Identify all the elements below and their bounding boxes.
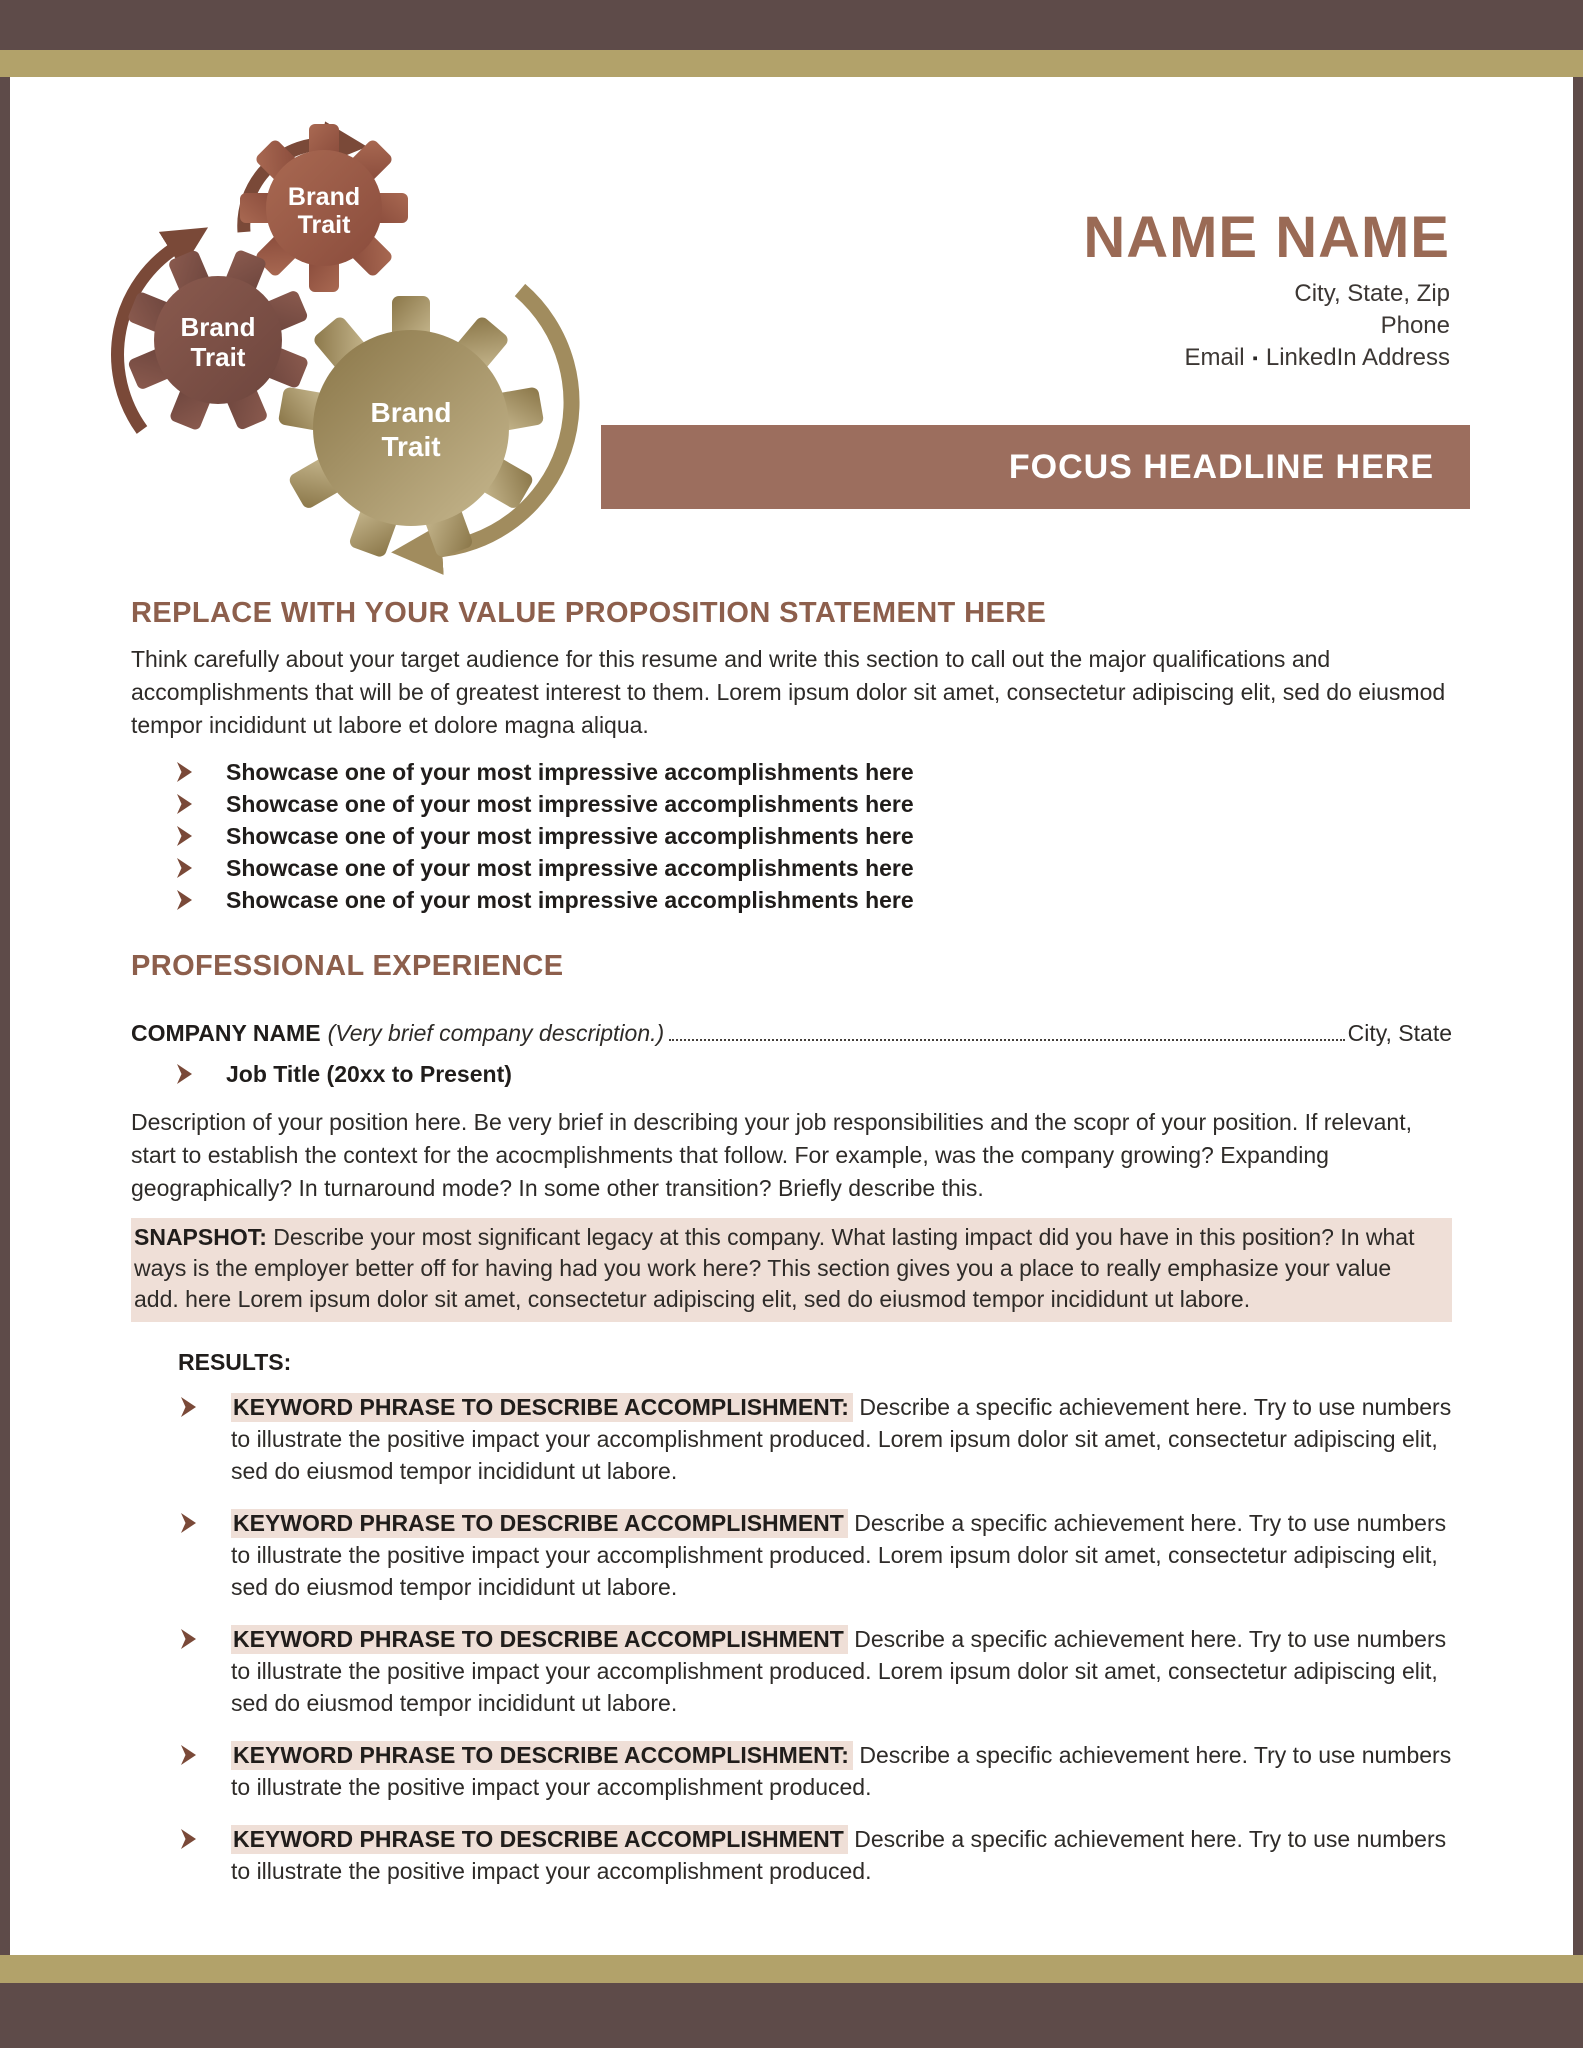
bullet-arrow-icon	[181, 1829, 196, 1849]
keyword-text: Describe a specific achievement here. Try to use numbers to illustrate the positive impact your accomplishment produced. Lorem ipsum dolor sit amet, consectetur adipiscing elit, sed do eiusmod tempor incididunt ut labore.	[231, 1394, 1452, 1484]
brand-gears-graphic	[96, 108, 601, 583]
keyword-phrase: KEYWORD PHRASE TO DESCRIBE ACCOMPLISHMENT:	[231, 1393, 853, 1422]
bullet-arrow-icon	[177, 890, 192, 910]
bullet-arrow-icon	[177, 858, 192, 878]
bullet-arrow-icon	[177, 1064, 192, 1084]
company-name: COMPANY NAME	[131, 1020, 321, 1046]
list-item	[131, 820, 1452, 852]
keyword-phrase: KEYWORD PHRASE TO DESCRIBE ACCOMPLISHMENT	[231, 1625, 848, 1654]
gear-icon-small	[240, 124, 408, 292]
dotted-leader	[669, 1039, 1344, 1041]
bullet-text: Showcase one of your most impressive accomplishments here	[226, 887, 914, 913]
bottom-dark-band	[0, 1983, 1583, 2048]
job-title-row	[131, 1058, 1452, 1090]
professional-experience-heading: PROFESSIONAL EXPERIENCE	[131, 950, 564, 982]
keyword-text: Describe a specific achievement here. Try to use numbers to illustrate the positive impact your accomplishment produced. Lorem ipsum dolor sit amet, consectetur adipiscing elit, sed do eiusmod tempor incididunt ut labore.	[231, 1510, 1447, 1600]
contact-city-state-zip: City, State, Zip	[1294, 280, 1450, 307]
bullet-text: Showcase one of your most impressive accomplishments here	[226, 855, 914, 881]
bullet-arrow-icon	[181, 1397, 196, 1417]
keyword-phrase: KEYWORD PHRASE TO DESCRIBE ACCOMPLISHMENT	[231, 1509, 848, 1538]
header-identity	[1083, 206, 1450, 375]
bullet-arrow-icon	[181, 1745, 196, 1765]
contact-email: Email	[1184, 344, 1245, 371]
company-location: City, State	[1347, 1020, 1452, 1046]
list-item	[131, 852, 1452, 884]
bullet-text: Showcase one of your most impressive accomplishments here	[226, 791, 914, 817]
contact-linkedin: LinkedIn Address	[1265, 344, 1450, 371]
focus-headline-banner	[601, 425, 1470, 509]
job-title: Job Title (20xx to Present)	[226, 1061, 512, 1087]
gear-label-line: Trait	[381, 431, 441, 462]
bullet-arrow-icon	[177, 762, 192, 782]
bullet-text: Showcase one of your most impressive accomplishments here	[226, 759, 914, 785]
results-bullet-list	[131, 1391, 1452, 1887]
company-description: (Very brief company description.)	[327, 1020, 665, 1046]
list-item	[131, 1507, 1452, 1603]
left-border	[0, 0, 10, 2048]
gear-label-line: Brand	[287, 183, 361, 211]
bullet-text: Showcase one of your most impressive accomplishments here	[226, 823, 914, 849]
resume-body	[131, 597, 1452, 1907]
person-name: NAME NAME	[1083, 205, 1450, 270]
square-bullet-icon: ▪	[1252, 350, 1258, 367]
gear-label-line: Trait	[190, 342, 246, 372]
value-proposition-heading: REPLACE WITH YOUR VALUE PROPOSITION STATEMENT HERE	[131, 597, 1047, 629]
snapshot-text: Describe your most significant legacy at this company. What lasting impact did you have in this position? In what ways is the employer better off for having had you work here? This section gives you a place to really emphasize your value add. here Lorem ipsum dolor sit amet, consectetur adipiscing elit, sed do eiusmod tempor incididunt ut labore.	[134, 1224, 1415, 1312]
keyword-phrase: KEYWORD PHRASE TO DESCRIBE ACCOMPLISHMENT:	[231, 1741, 853, 1770]
top-gold-band	[0, 50, 1583, 77]
list-item	[131, 1739, 1452, 1803]
position-description: Description of your position here. Be very brief in describing your job responsibilities and the scopr of your position. If relevant, start to establish the context for the acocmplishments that follow. For example, was the company growing? Expanding geographically? In turnaround mode? In some other transition? Briefly describe this.	[131, 1109, 1412, 1201]
list-item	[131, 884, 1452, 916]
focus-headline-text: FOCUS HEADLINE HERE	[1008, 447, 1434, 486]
accomplishment-bullet-list	[131, 756, 1452, 916]
gear-label-line: Brand	[370, 397, 452, 428]
top-dark-band	[0, 0, 1583, 50]
bottom-gold-band	[0, 1955, 1583, 1983]
contact-phone: Phone	[1380, 312, 1450, 339]
list-item	[131, 756, 1452, 788]
contact-email-linkedin	[1083, 342, 1450, 375]
bullet-arrow-icon	[177, 826, 192, 846]
list-item	[131, 1623, 1452, 1719]
list-item	[131, 1391, 1452, 1487]
bullet-arrow-icon	[181, 1513, 196, 1533]
bullet-arrow-icon	[181, 1629, 196, 1649]
keyword-text: Describe a specific achievement here. Try to use numbers to illustrate the positive impact your accomplishment produced.	[231, 1826, 1447, 1884]
keyword-text: Describe a specific achievement here. Try to use numbers to illustrate the positive impact your accomplishment produced.	[231, 1742, 1452, 1800]
snapshot-paragraph	[131, 1218, 1452, 1322]
gear-label-line: Trait	[297, 211, 351, 239]
gear-label-line: Brand	[180, 312, 256, 342]
list-item	[131, 1823, 1452, 1887]
results-label: RESULTS:	[178, 1349, 292, 1375]
value-proposition-intro: Think carefully about your target audience for this resume and write this section to call out the major qualifications and accomplishments that will be of greatest interest to them. Lorem ipsum dolor sit amet, consectetur adipiscing elit, sed do eiusmod tempor incididunt ut labore et dolore magna aliqua.	[131, 646, 1446, 738]
company-row	[131, 1017, 1452, 1050]
list-item	[131, 788, 1452, 820]
bullet-arrow-icon	[177, 794, 192, 814]
keyword-text: Describe a specific achievement here. Try to use numbers to illustrate the positive impact your accomplishment produced. Lorem ipsum dolor sit amet, consectetur adipiscing elit, sed do eiusmod tempor incididunt ut labore.	[231, 1626, 1447, 1716]
snapshot-label: SNAPSHOT:	[134, 1224, 267, 1250]
right-border	[1573, 0, 1583, 2048]
keyword-phrase: KEYWORD PHRASE TO DESCRIBE ACCOMPLISHMENT	[231, 1825, 848, 1854]
